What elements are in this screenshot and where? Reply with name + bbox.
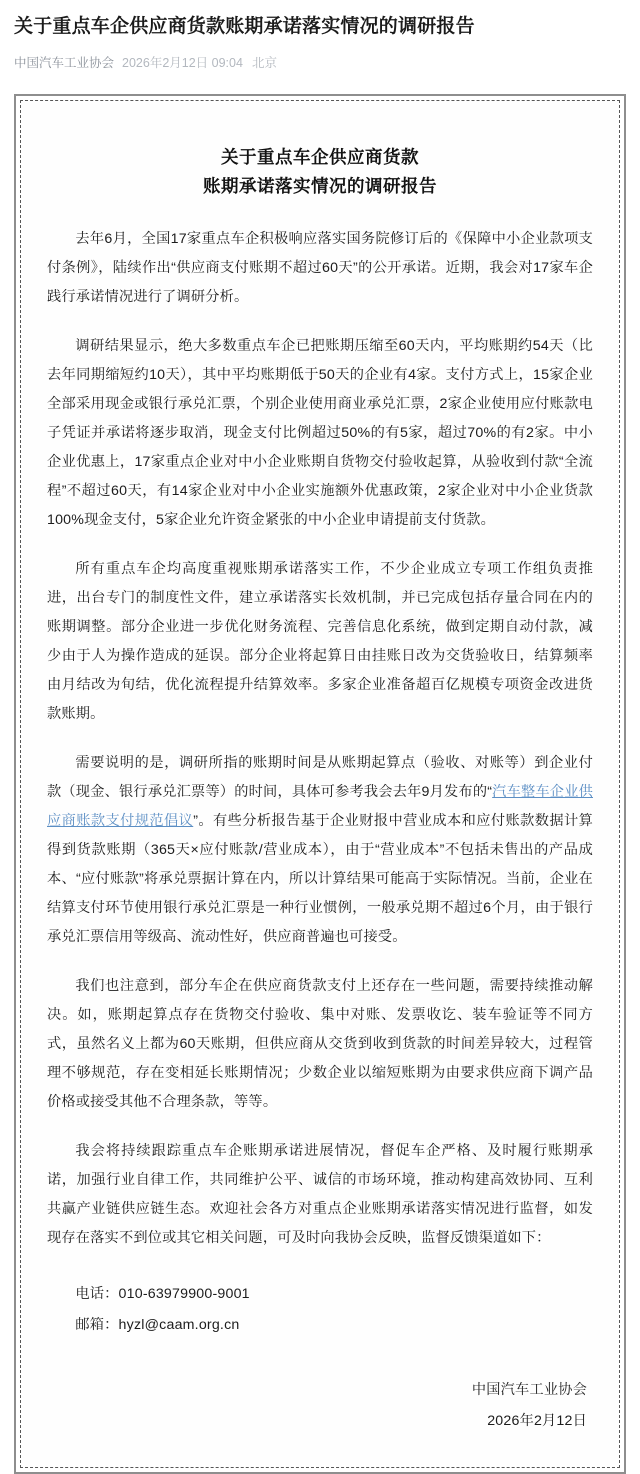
initiative-document-link[interactable]: 汽车整车企业供应商账款支付规范倡议	[47, 784, 593, 829]
paragraph-4-with-link	[47, 749, 593, 952]
contact-block	[47, 1279, 593, 1341]
signature-organization: 中国汽车工业协会	[471, 1382, 587, 1398]
paragraph-5: 我们也注意到，部分车企在供应商货款支付上还存在一些问题，需要持续推动解决。如，账期起算点存在货物交付验收、集中对账、发票收讫、装车验证等不同方式，虽然名义上都为60天账期，但供应商从交货到收到货款的时间差异较大，过程管理不够规范，存在变相延长账期情况；少数企业以缩短账期为由要求供应商下调产品价格或接受其他不合理条款，等等。	[47, 978, 593, 1110]
document-frame-outer	[14, 94, 626, 1474]
contact-email: 邮箱：hyzl@caam.org.cn	[75, 1317, 240, 1333]
paragraph-2: 调研结果显示，绝大多数重点车企已把账期压缩至60天内，平均账期约54天（比去年同期缩短约10天），其中平均账期低于50天的企业有4家。支付方式上，15家企业全部采用现金或银行承兑汇票，个别企业使用商业承兑汇票，2家企业使用应付账款电子凭证并承诺将逐步取消，现金支付比例超过50%的有5家，超过70%的有2家。中小企业优惠上，17家重点企业对中小企业账期自货物交付验收起算，从验收到付款“全流程”不超过60天，有14家企业对中小企业实施额外优惠政策，2家企业对中小企业货款100%现金支付，5家企业允许资金紧张的中小企业申请提前支付货款。	[47, 338, 593, 528]
meta-location: 北京	[251, 56, 277, 70]
paragraph-1: 去年6月，全国17家重点车企积极响应落实国务院修订后的《保障中小企业款项支付条例》，陆续作出“供应商支付账期不超过60天”的公开承诺。近期，我会对17家车企践行承诺情况进行了调研分析。	[47, 231, 593, 305]
document-title	[47, 143, 593, 201]
paragraph-6: 我会将持续跟踪重点车企账期承诺进展情况，督促车企严格、及时履行账期承诺，加强行业自律工作，共同维护公平、诚信的市场环境，推动构建高效协同、互利共赢产业链供应链生态。欢迎社会各方对重点企业账期承诺落实情况进行监督，如发现存在落实不到位或其它相关问题，可及时向我协会反映，监督反馈渠道如下：	[47, 1143, 593, 1246]
meta-source: 中国汽车工业协会	[14, 56, 115, 70]
contact-phone: 电话：010-63979900-9001	[75, 1286, 250, 1302]
signature-block	[47, 1375, 593, 1437]
paragraph-4-before-link: 需要说明的是，调研所指的账期时间是从账期起算点（验收、对账等）到企业付款（现金、银行承兑汇票等）的时间，具体可参考我会去年9月发布的“	[47, 755, 593, 800]
paragraph-3: 所有重点车企均高度重视账期承诺落实工作，不少企业成立专项工作组负责推进，出台专门的制度性文件，建立承诺落实长效机制，并已完成包括存量合同在内的账期调整。部分企业进一步优化财务流程、完善信息化系统，做到定期自动付款，减少由于人为操作造成的延误。部分企业将起算日由挂账日改为交货验收日，结算频率由月结改为旬结，优化流程提升结算效率。多家企业准备超百亿规模专项资金改进货款账期。	[47, 561, 593, 722]
document-title-line-1: 关于重点车企供应商货款	[221, 147, 419, 167]
meta-date: 2026年2月12日 09:04	[122, 56, 243, 70]
page-header	[0, 0, 640, 72]
document-title-line-2: 账期承诺落实情况的调研报告	[203, 176, 437, 196]
signature-date: 2026年2月12日	[487, 1413, 587, 1429]
article-meta	[14, 54, 626, 72]
paragraph-4-after-link: ”。有些分析报告基于企业财报中营业成本和应付账款数据计算得到货款账期（365天×应付账款/营业成本），由于“营业成本”不包括未售出的产品成本、“应付账款”将承兑票据计算在内，所以计算结果可能高于实际情况。当前，企业在结算支付环节使用银行承兑汇票是一种行业惯例，一般承兑期不超过6个月，由于银行承兑汇票信用等级高、流动性好，供应商普遍也可接受。	[47, 813, 593, 945]
page-title: 关于重点车企供应商货款账期承诺落实情况的调研报告	[14, 16, 475, 37]
document-frame-inner	[20, 100, 620, 1468]
